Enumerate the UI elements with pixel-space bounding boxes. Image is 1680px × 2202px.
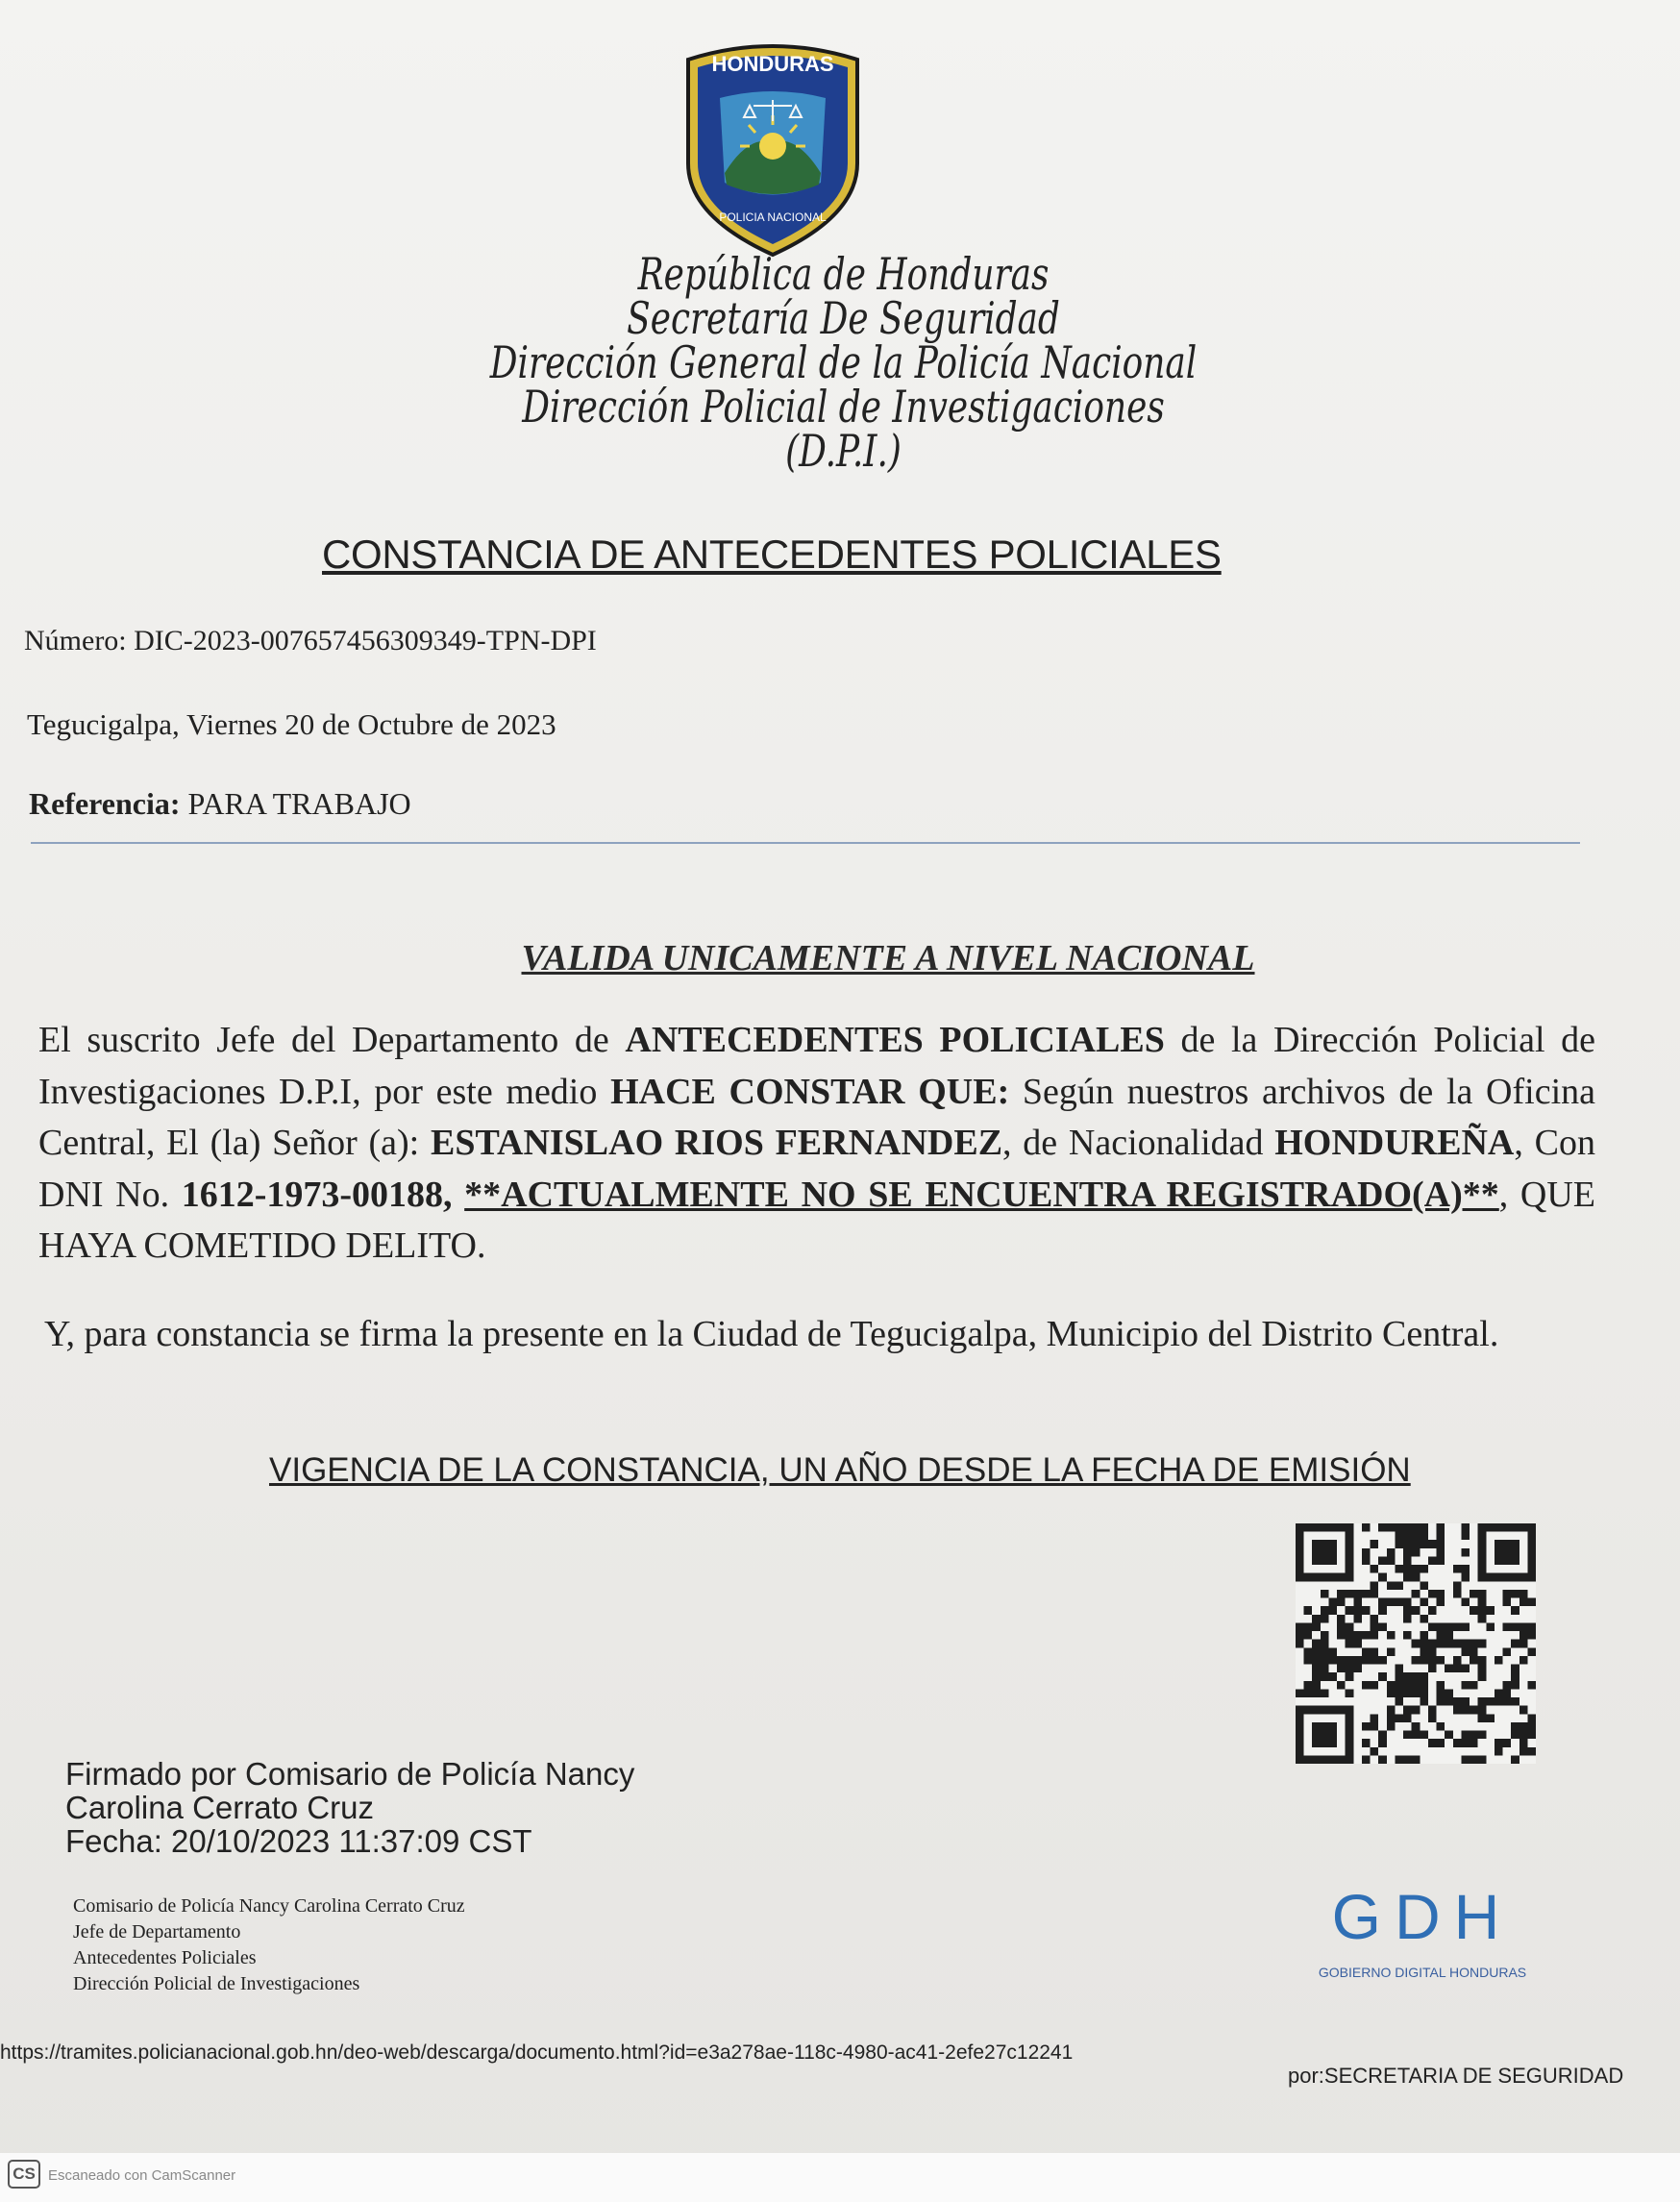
scanner-footer — [0, 2153, 1680, 2202]
signed-line-2: Carolina Cerrato Cruz — [65, 1790, 374, 1825]
header-line-5: (D.P.I.) — [785, 425, 902, 477]
p1-text-e: Según nuestros archivos de la Oficina Central, El (la) Señor (a): — [38, 1071, 1596, 1163]
p1-text-a: El suscrito Jefe del Departamento de — [38, 1020, 626, 1060]
dni-number: 1612-1973-00188, — [181, 1174, 453, 1215]
signed-line-3: Fecha: 20/10/2023 11:37:09 CST — [65, 1823, 532, 1859]
emblem-text: HONDURAS — [711, 52, 834, 76]
signer-name: Comisario de Policía Nancy Carolina Cerrato Cruz — [73, 1895, 465, 1917]
qr-code — [1290, 1523, 1542, 1764]
divider — [31, 842, 1580, 844]
header-line-4: Dirección Policial de Investigaciones — [522, 381, 1165, 433]
p1-text-m: , QUE HAYA COMETIDO DELITO. — [38, 1174, 1595, 1266]
numero-label: Número: — [24, 625, 127, 656]
person-name: ESTANISLAO RIOS FERNANDEZ — [431, 1123, 1003, 1163]
p1-text-g: , de Nacionalidad — [1002, 1123, 1275, 1163]
gdh-logo — [1278, 1869, 1567, 1994]
p1-space — [453, 1175, 465, 1215]
date-row — [27, 707, 556, 742]
issuer-line: por:SECRETARIA DE SEGURIDAD — [1288, 2064, 1624, 2088]
numero-row — [24, 625, 597, 657]
nationality: HONDUREÑA — [1274, 1123, 1515, 1163]
valida-notice: VALIDA UNICAMENTE A NIVEL NACIONAL — [521, 938, 1255, 978]
gdh-logo-text: GDH — [1331, 1881, 1514, 1952]
signer-role: Jefe de Departamento — [73, 1921, 241, 1942]
header-line-3: Dirección General de la Policía Nacional — [489, 336, 1198, 388]
referencia-label: Referencia: — [29, 786, 181, 821]
referencia-value: PARA TRABAJO — [187, 786, 411, 821]
digital-signature-block — [65, 1757, 757, 1858]
body-paragraph-2: Y, para constancia se firma la presente en la Ciudad de Tegucigalpa, Municipio del Distrito Central. — [44, 1314, 1499, 1354]
camscanner-text: Escaneado con CamScanner — [48, 2167, 236, 2184]
numero-value: DIC-2023-007657456309349-TPN-DPI — [134, 625, 597, 656]
document-title: CONSTANCIA DE ANTECEDENTES POLICIALES — [322, 532, 1222, 577]
date: Viernes 20 de Octubre de 2023 — [186, 707, 556, 741]
status-not-registered: **ACTUALMENTE NO SE ENCUENTRA REGISTRADO(A)** — [464, 1174, 1499, 1215]
verification-url: https://tramites.policianacional.gob.hn/deo-web/descarga/documento.html?id=e3a278ae-118c-4980-ac41-2efe27c12241 — [0, 2041, 1074, 2064]
emblem-subtext: POLICIA NACIONAL — [719, 210, 827, 224]
referencia-row — [29, 786, 411, 822]
camscanner-logo: CS — [8, 2160, 40, 2189]
police-emblem-icon — [677, 38, 869, 260]
vigencia-notice: VIGENCIA DE LA CONSTANCIA, UN AÑO DESDE LA FECHA DE EMISIÓN — [269, 1451, 1411, 1489]
header-line-1: República de Honduras — [637, 248, 1050, 300]
body-paragraph-1 — [38, 1015, 1595, 1273]
signed-line-1: Firmado por Comisario de Policía Nancy — [65, 1756, 635, 1792]
signer-org: Dirección Policial de Investigaciones — [73, 1973, 360, 1994]
p1-text-i: , Con DNI No. — [38, 1123, 1595, 1215]
signer-block — [73, 1893, 465, 1997]
p1-bold-antecedentes: ANTECEDENTES POLICIALES — [625, 1020, 1165, 1060]
header-line-2: Secretaría De Seguridad — [627, 292, 1060, 344]
city: Tegucigalpa, — [27, 707, 180, 741]
gdh-logo-subtext: GOBIERNO DIGITAL HONDURAS — [1318, 1965, 1527, 1980]
p1-text-c: de la Dirección Policial de Investigaciones D.P.I, por este medio — [38, 1020, 1595, 1112]
p1-bold-hace-constar: HACE CONSTAR QUE: — [610, 1071, 1010, 1112]
signer-dept: Antecedentes Policiales — [73, 1947, 257, 1968]
